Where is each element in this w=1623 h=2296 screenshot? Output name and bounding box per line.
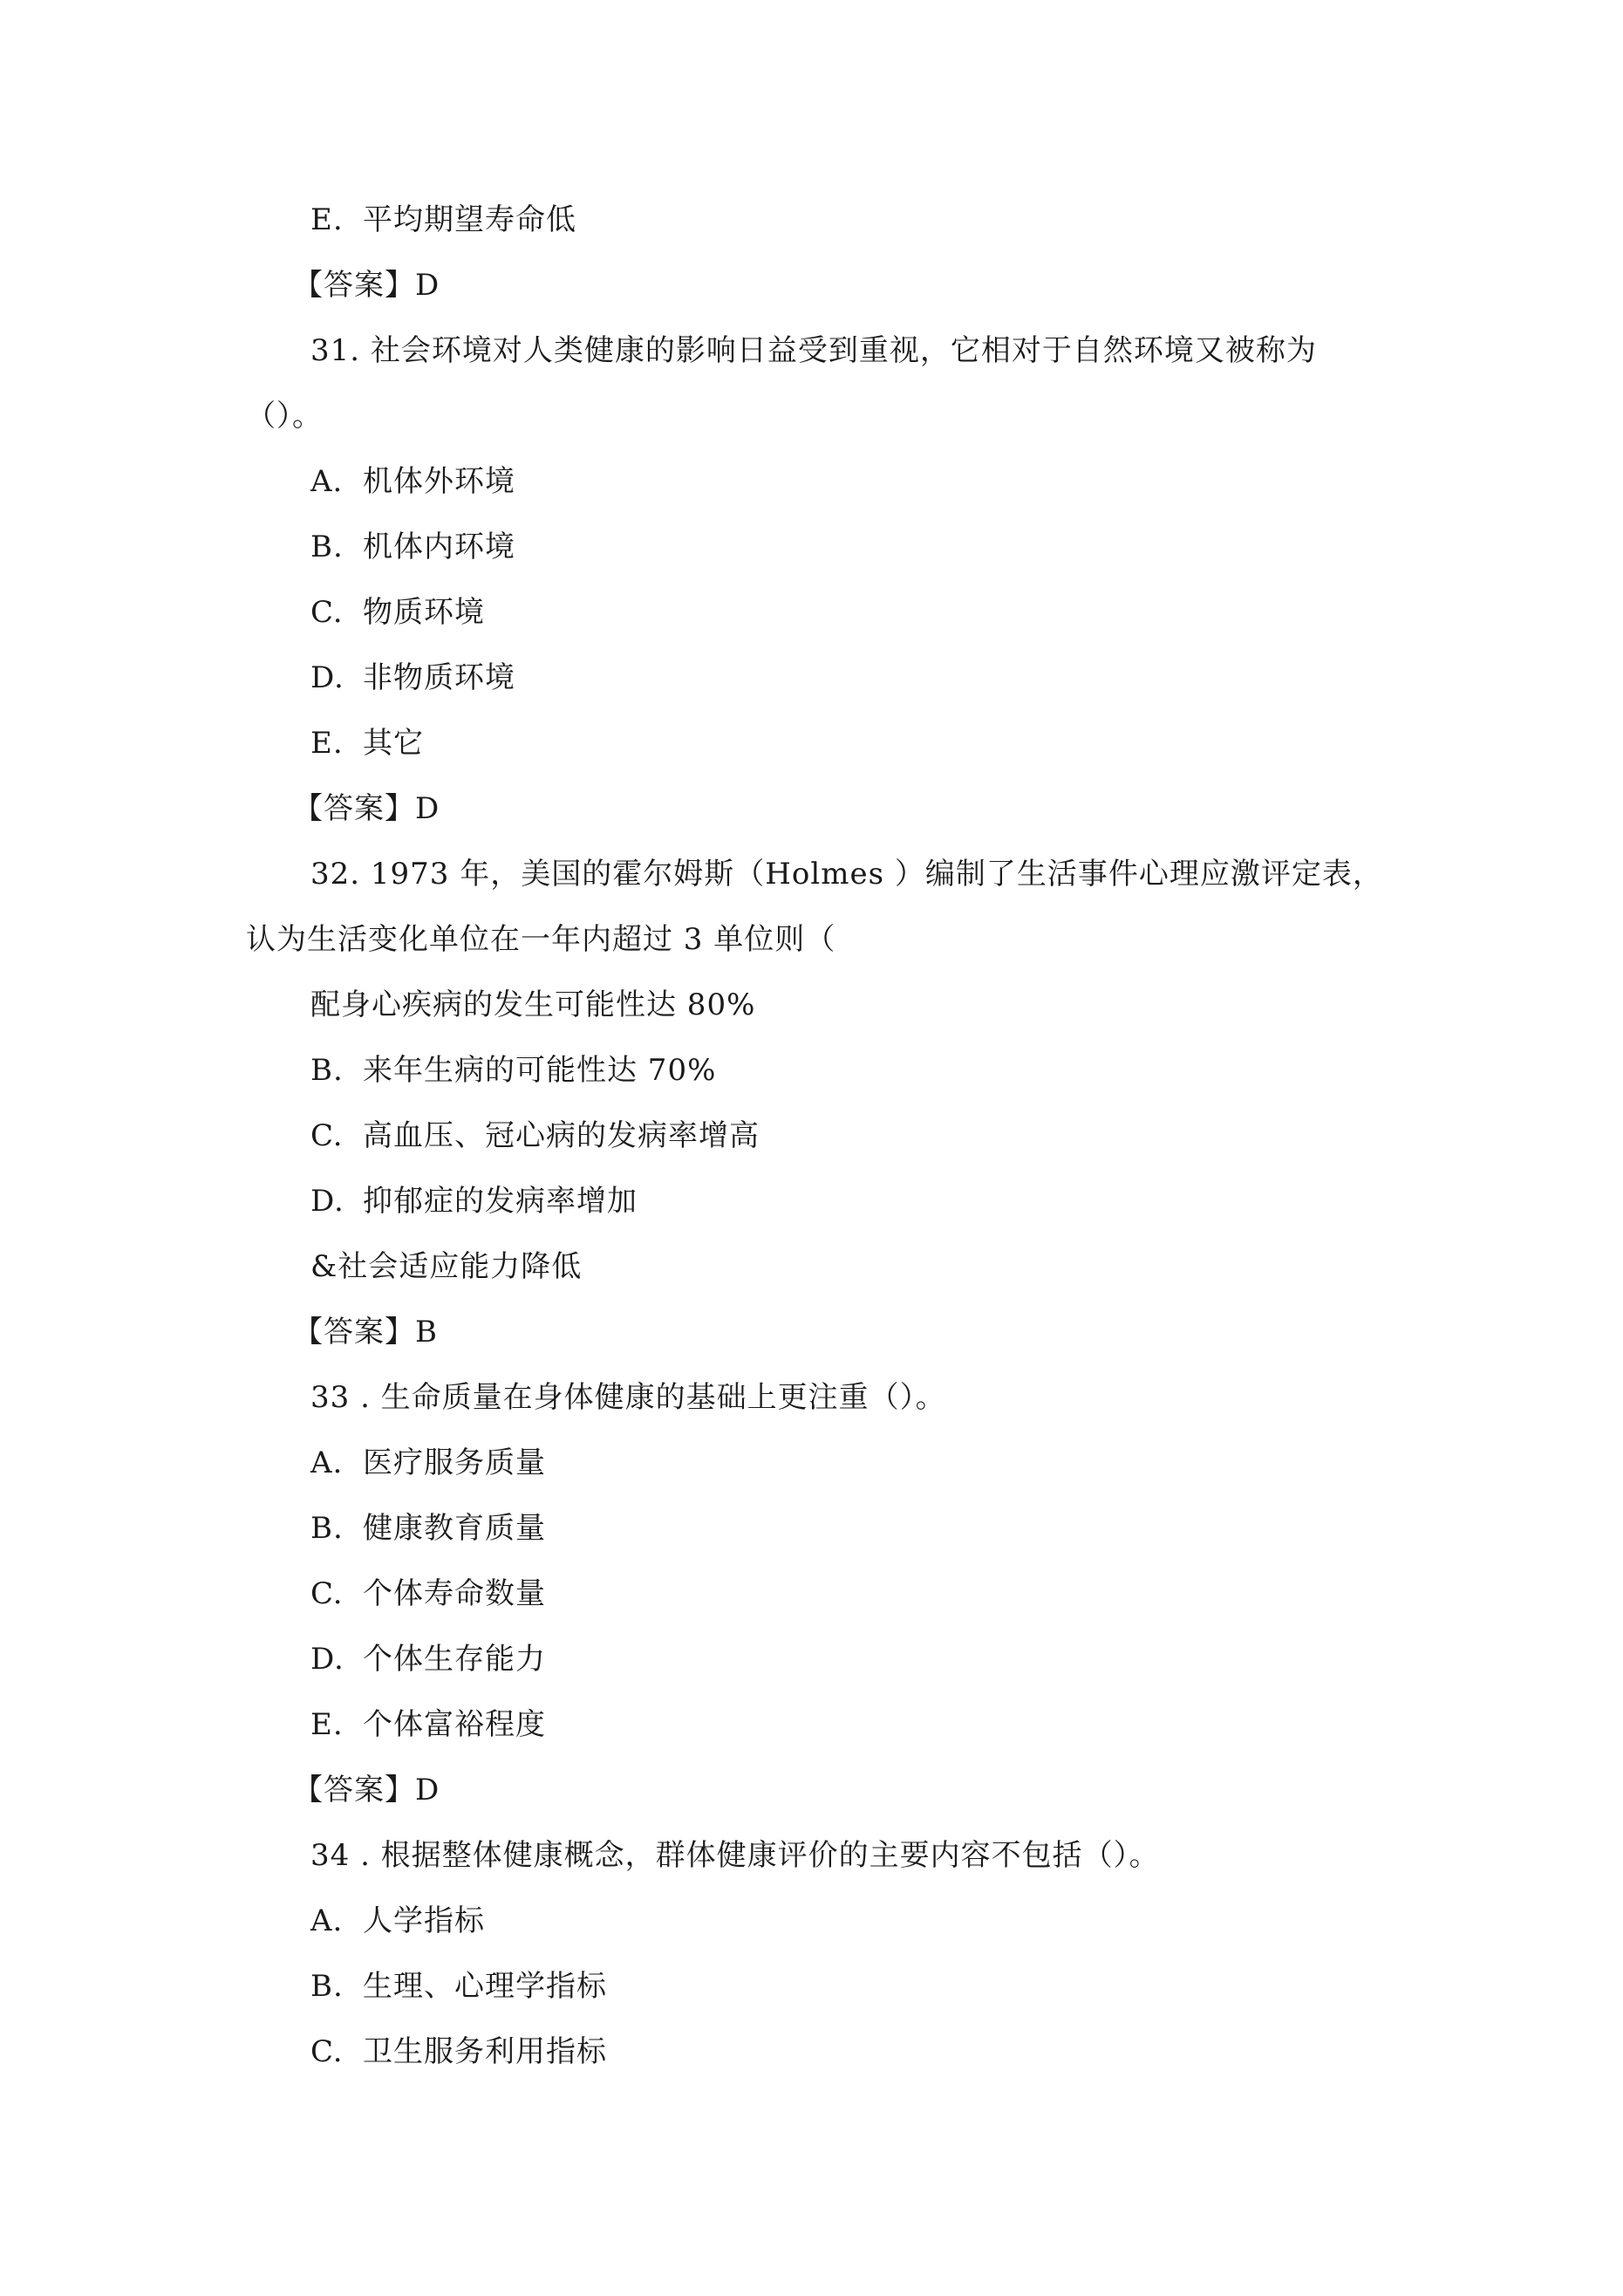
question-31: 31. 社会环境对人类健康的影响日益受到重视，它相对于自然环境又被称为 [310, 333, 1317, 368]
option-c-q33 [310, 1575, 546, 1613]
option-letter: B. [310, 1511, 344, 1546]
option-e-q32: &社会适应能力降低 [310, 1249, 583, 1284]
question-32-continuation: 认为生活变化单位在一年内超过 3 单位则（ [246, 922, 836, 957]
option-text: 机体外环境 [363, 464, 515, 499]
option-text: 高血压、冠心病的发病率增高 [363, 1118, 760, 1153]
option-a-q31 [310, 462, 515, 501]
option-a-q32: 配身心疾病的发生可能性达 80% [310, 987, 756, 1022]
option-letter: B. [310, 530, 344, 564]
option-c-q32 [310, 1117, 760, 1155]
answer-q30: 【答案】D [293, 268, 440, 303]
option-letter: D. [310, 660, 344, 695]
option-a-q33 [310, 1444, 546, 1482]
option-b-q33 [310, 1509, 546, 1548]
option-b-q34 [310, 1967, 607, 2006]
option-text: 平均期望寿命低 [363, 202, 576, 237]
option-letter: B. [310, 1053, 344, 1088]
question-34: 34 . 根据整体健康概念，群体健康评价的主要内容不包括（）。 [310, 1838, 1160, 1873]
option-letter: A. [310, 464, 344, 499]
option-text: 个体生存能力 [363, 1642, 546, 1677]
option-c-q34 [310, 2033, 607, 2071]
option-text: 人学指标 [363, 1903, 485, 1938]
option-c-q31 [310, 593, 485, 632]
option-a-q34 [310, 1902, 485, 1940]
answer-q31: 【答案】D [293, 791, 440, 826]
option-b-q32 [310, 1051, 716, 1090]
option-letter: D. [310, 1642, 344, 1677]
option-letter: C. [310, 595, 344, 630]
question-31-continuation: （）。 [246, 399, 323, 434]
option-letter: C. [310, 1576, 344, 1611]
option-text: 其它 [363, 726, 424, 761]
answer-q32: 【答案】B [293, 1315, 438, 1350]
option-text: 非物质环境 [363, 660, 515, 695]
option-e-q30 [310, 201, 576, 239]
option-text: 个体寿命数量 [363, 1576, 546, 1611]
option-letter: B. [310, 1969, 344, 2004]
option-e-q33 [310, 1705, 546, 1744]
option-d-q31 [310, 659, 515, 697]
option-d-q33 [310, 1640, 546, 1678]
option-letter: D. [310, 1184, 344, 1219]
option-letter: C. [310, 1118, 344, 1153]
option-letter: C. [310, 2034, 344, 2069]
option-text: 物质环境 [363, 595, 485, 630]
option-text: 机体内环境 [363, 530, 515, 564]
question-33: 33 . 生命质量在身体健康的基础上更注重（）。 [310, 1380, 946, 1415]
option-text: 生理、心理学指标 [363, 1969, 607, 2004]
option-text: 医疗服务质量 [363, 1445, 546, 1480]
option-text: 个体富裕程度 [363, 1707, 546, 1742]
option-text: 卫生服务利用指标 [363, 2034, 607, 2069]
option-text: 健康教育质量 [363, 1511, 546, 1546]
option-letter: E. [310, 726, 344, 761]
option-letter: E. [310, 1707, 344, 1742]
answer-q33: 【答案】D [293, 1773, 440, 1807]
option-letter: E. [310, 202, 344, 237]
option-b-q31 [310, 528, 515, 566]
option-d-q32 [310, 1182, 638, 1220]
question-32: 32. 1973 年，美国的霍尔姆斯（Holmes ）编制了生活事件心理应激评定表， [310, 857, 1383, 892]
option-e-q31 [310, 724, 424, 762]
option-letter: A. [310, 1445, 344, 1480]
option-letter: A. [310, 1903, 344, 1938]
option-text: 来年生病的可能性达 70% [363, 1053, 717, 1088]
option-text: 抑郁症的发病率增加 [363, 1184, 638, 1219]
